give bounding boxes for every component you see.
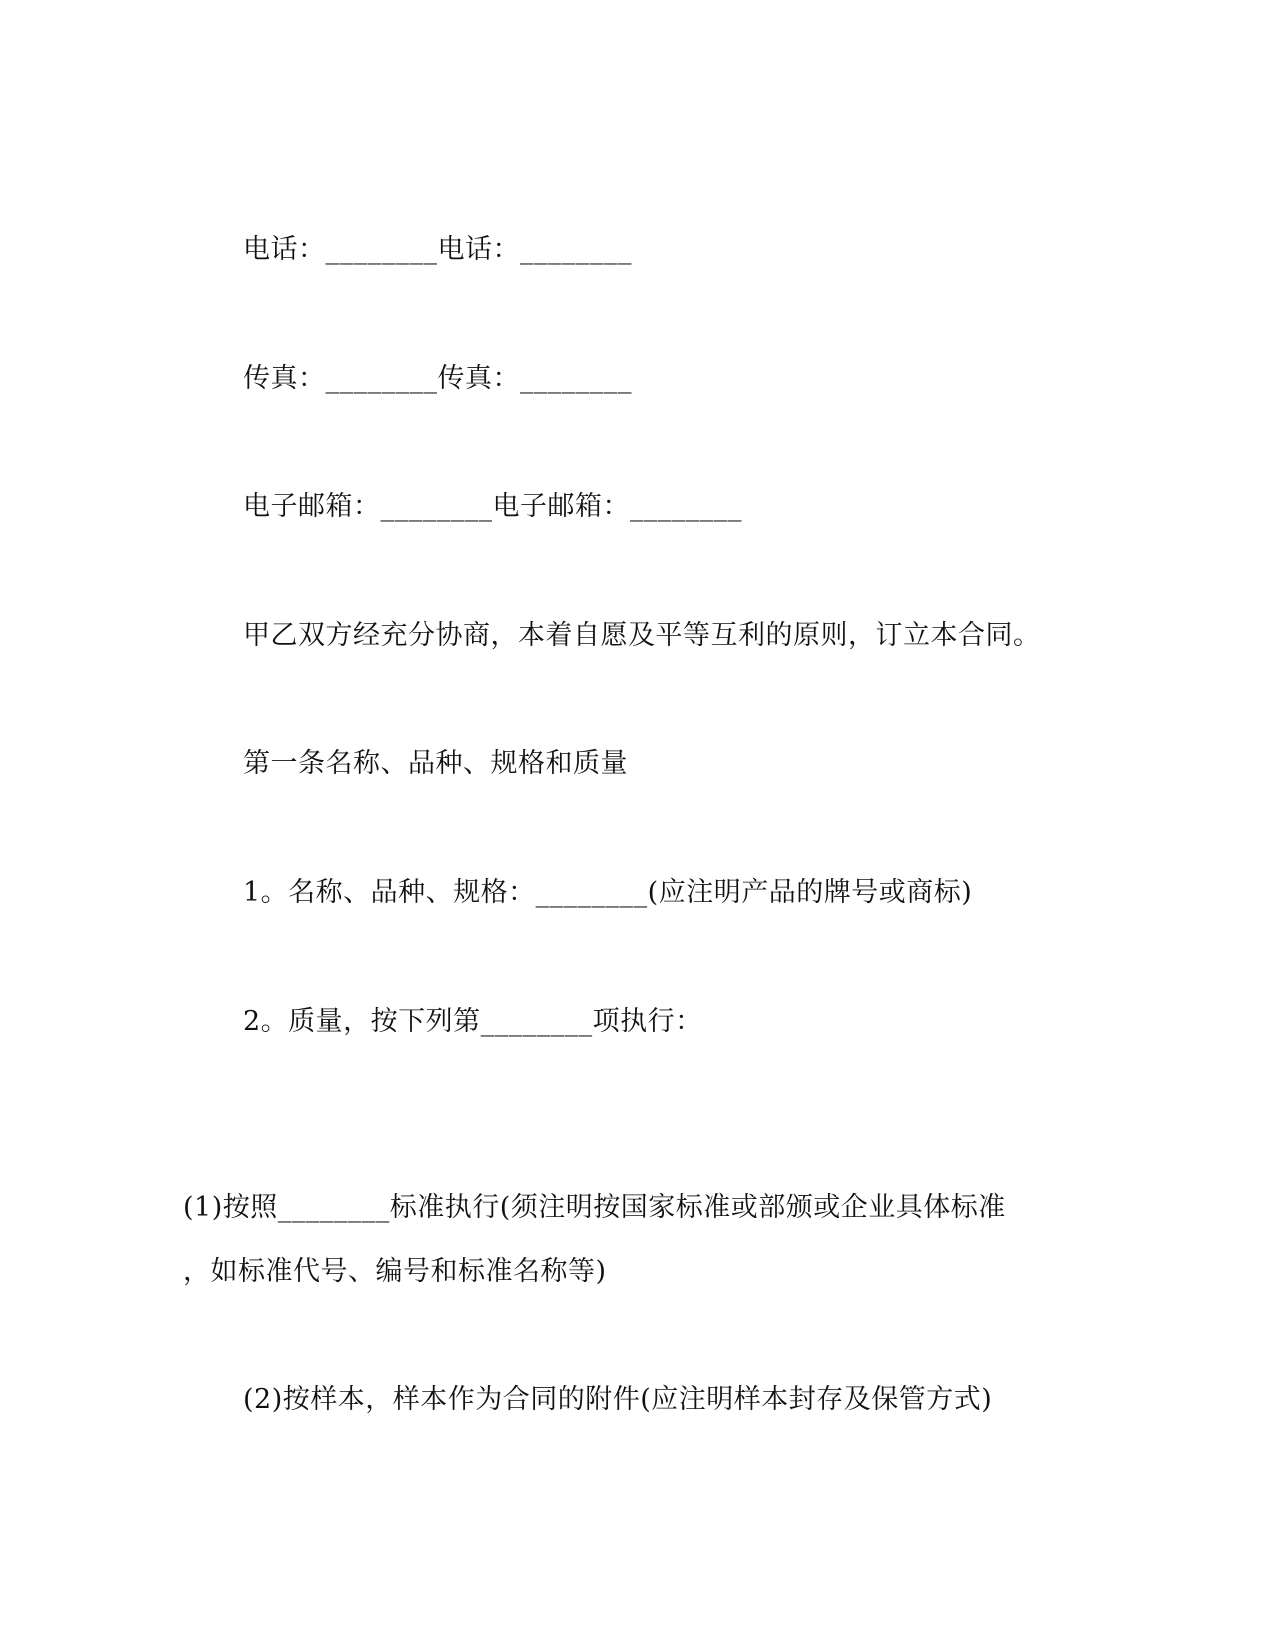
fax-line: 传真：________传真：________ [243,363,632,394]
subitem-1-standard-continued: ，如标准代号、编号和标准名称等) [183,1256,607,1287]
subitem-2-sample: (2)按样本，样本作为合同的附件(应注明样本封存及保管方式) [243,1384,993,1415]
email-line: 电子邮箱：________电子邮箱：________ [243,491,742,522]
article-one-heading: 第一条名称、品种、规格和质量 [243,748,628,779]
phone-line: 电话：________电话：________ [243,234,632,265]
item-2-quality: 2。质量，按下列第________项执行： [243,1006,703,1037]
agreement-intro-paragraph: 甲乙双方经充分协商，本着自愿及平等互利的原则，订立本合同。 [243,620,1041,651]
subitem-1-standard: (1)按照________标准执行(须注明按国家标准或部颁或企业具体标准 [183,1192,1006,1223]
item-1-name-spec: 1。名称、品种、规格：________(应注明产品的牌号或商标) [243,877,973,908]
